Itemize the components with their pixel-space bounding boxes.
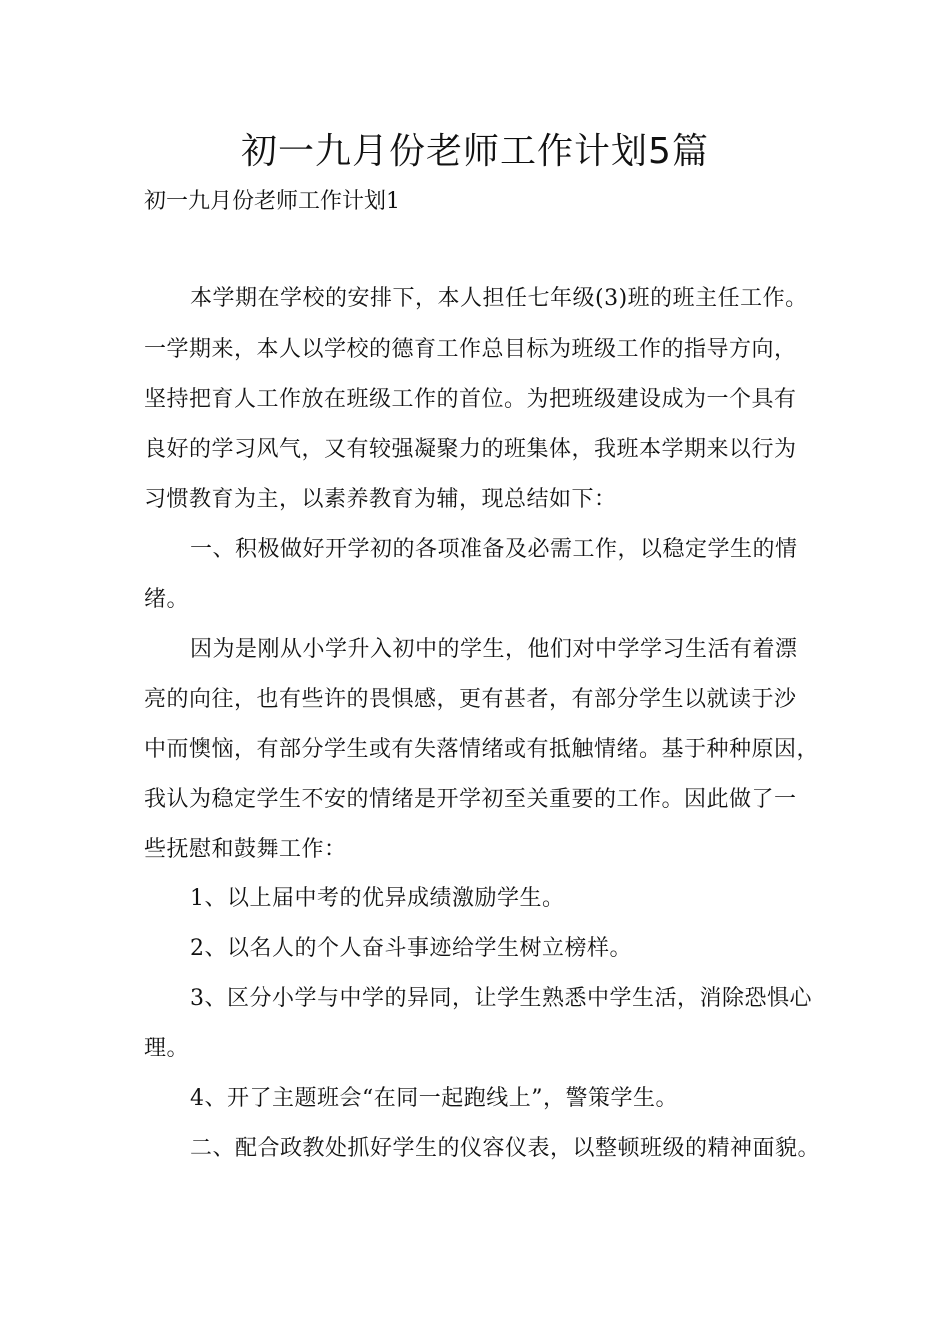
paragraph-line: 因为是刚从小学升入初中的学生，他们对中学学习生活有着漂 — [190, 637, 798, 662]
paragraph-line: 一、积极做好开学初的各项准备及必需工作，以稳定学生的情 — [190, 537, 798, 562]
paragraph-line: 坚持把育人工作放在班级工作的首位。为把班级建设成为一个具有 — [144, 387, 797, 412]
paragraph-line: 亮的向往，也有些许的畏惧感，更有甚者，有部分学生以就读于沙 — [144, 687, 797, 712]
document-title: 初一九月份老师工作计划5篇 — [241, 131, 709, 172]
paragraph-line: 良好的学习风气，又有较强凝聚力的班集体，我班本学期来以行为 — [144, 437, 797, 462]
paragraph-line: 些抚慰和鼓舞工作： — [144, 837, 347, 862]
paragraph-line: 中而懊恼，有部分学生或有失落情绪或有抵触情绪。基于种种原因， — [144, 737, 820, 762]
list-item: 2、以名人的个人奋斗事迹给学生树立榜样。 — [190, 936, 632, 961]
paragraph-line: 我认为稳定学生不安的情绪是开学初至关重要的工作。因此做了一 — [144, 787, 797, 812]
paragraph-line: 本学期在学校的安排下，本人担任七年级(3)班的班主任工作。 — [190, 286, 808, 311]
paragraph-line: 一学期来，本人以学校的德育工作总目标为班级工作的指导方向， — [144, 337, 797, 362]
section-heading: 二、配合政教处抓好学生的仪容仪表，以整顿班级的精神面貌。 — [190, 1136, 821, 1161]
paragraph-line: 理。 — [144, 1036, 190, 1061]
list-item: 3、区分小学与中学的异同，让学生熟悉中学生活，消除恐惧心 — [190, 986, 812, 1011]
paragraph-line: 习惯教育为主，以素养教育为辅，现总结如下： — [144, 487, 617, 512]
list-item: 4、开了主题班会“在同一起跑线上”，警策学生。 — [190, 1086, 678, 1111]
section-subtitle: 初一九月份老师工作计划1 — [144, 189, 400, 214]
paragraph-line: 绪。 — [144, 587, 190, 612]
list-item: 1、以上届中考的优异成绩激励学生。 — [190, 886, 565, 911]
